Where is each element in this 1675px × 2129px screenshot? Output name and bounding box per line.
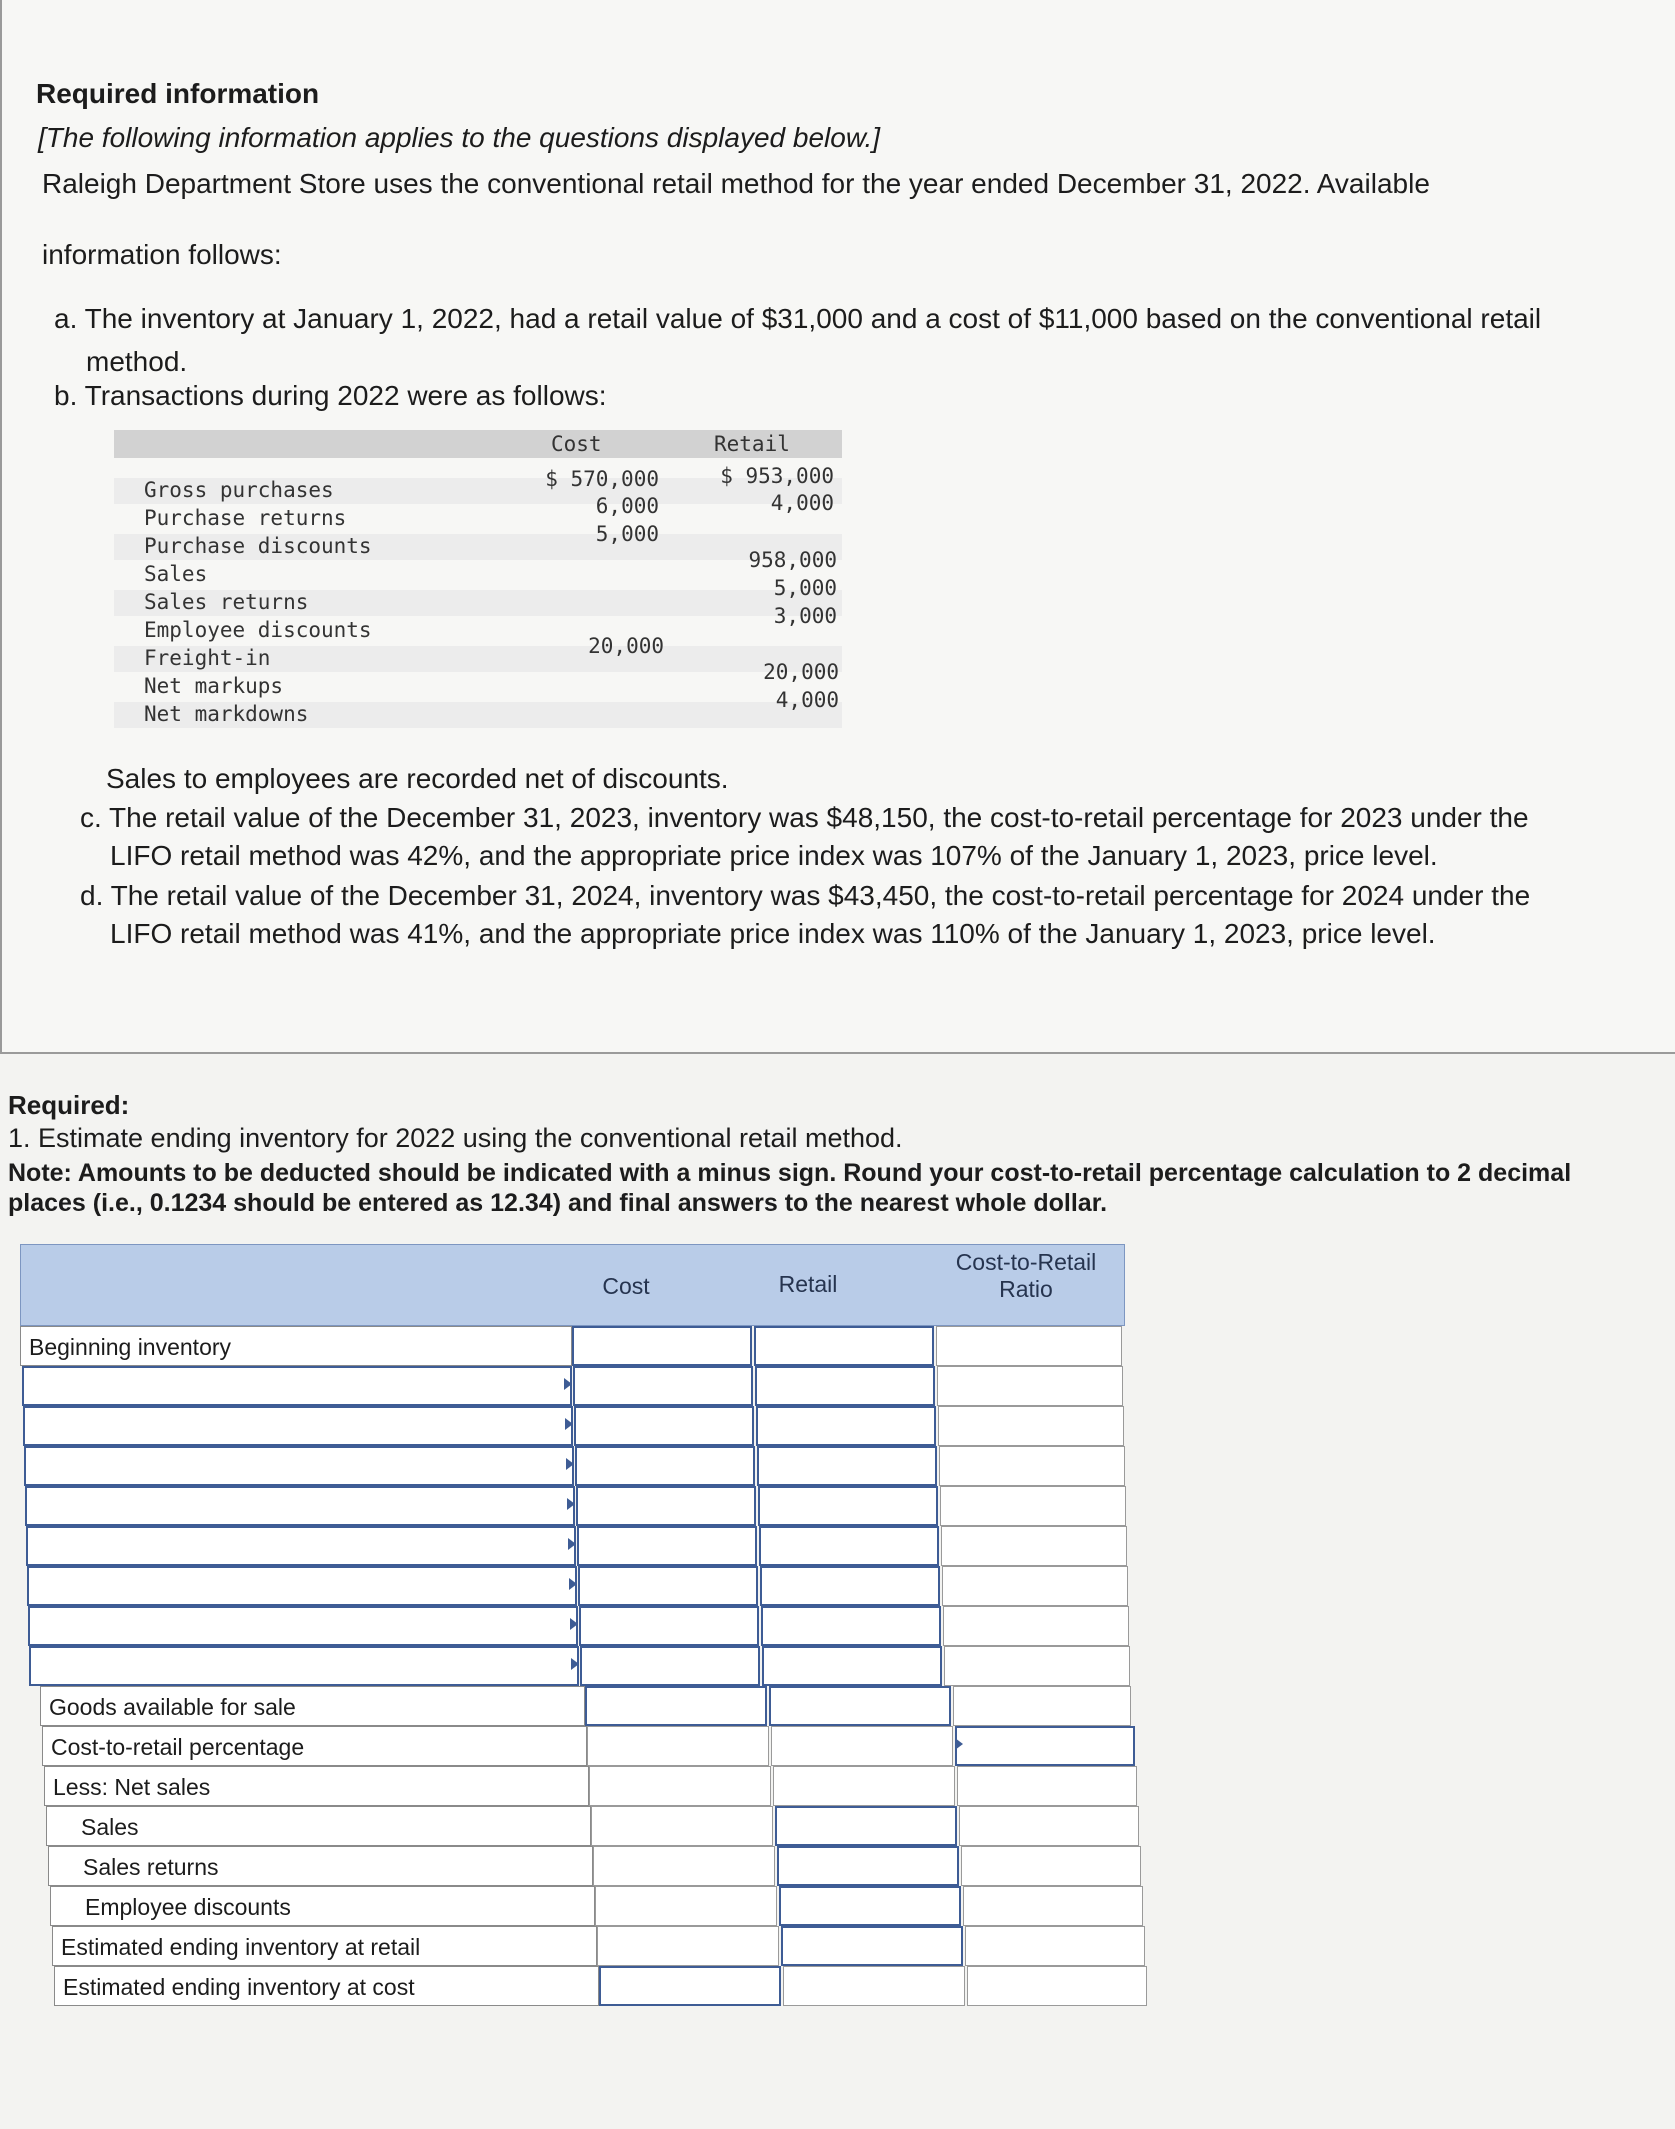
input-cost-1[interactable] (573, 1366, 753, 1406)
row-sales-returns (20, 1846, 1140, 1886)
item-c-line-2: LIFO retail method was 42%, and the appropriate price index was 107% of the January 1, 2023, price level. (110, 840, 1438, 871)
tx-retail-gross-purchases: $ 953,000 (720, 464, 834, 488)
ratio-cell (940, 1486, 1126, 1526)
tx-cost-purchase-discounts: 5,000 (595, 522, 659, 546)
label-beginning-inventory: Beginning inventory (20, 1326, 572, 1366)
row-sales (20, 1806, 1140, 1846)
input-cost-6[interactable] (578, 1566, 758, 1606)
row-dropdown-4 (20, 1486, 1140, 1526)
tx-retail-purchase-returns: 4,000 (770, 491, 834, 515)
ratio-cell (943, 1606, 1129, 1646)
select-account-8[interactable] (29, 1646, 579, 1686)
row-employee-discounts (20, 1886, 1140, 1926)
input-cost-5[interactable] (577, 1526, 757, 1566)
ratio-cell (937, 1366, 1123, 1406)
required-title: Required: (8, 1090, 130, 1120)
required-section (8, 1090, 1668, 1218)
ratio-cell (959, 1806, 1139, 1846)
grid-header (20, 1244, 1125, 1326)
tx-retail-net-markdowns: 4,000 (775, 688, 839, 712)
input-ending-cost[interactable] (599, 1966, 781, 2006)
employee-sales-note: Sales to employees are recorded net of discounts. (106, 763, 729, 794)
item-d-line-2: LIFO retail method was 41%, and the appropriate price index was 110% of the January 1, 2023, price level. (110, 918, 1436, 949)
input-retail-3[interactable] (757, 1446, 937, 1486)
input-goods-available-retail[interactable] (769, 1686, 951, 1726)
select-account-6[interactable] (27, 1566, 577, 1606)
label-ending-retail: Estimated ending inventory at retail (52, 1926, 597, 1966)
tx-cost-gross-purchases: $ 570,000 (545, 467, 659, 491)
tx-retail-employee-discounts: 3,000 (773, 604, 837, 628)
tx-label-net-markups: Net markups (144, 674, 284, 698)
input-retail-7[interactable] (761, 1606, 941, 1646)
information-panel (0, 0, 1675, 1054)
cost-cell (593, 1846, 775, 1886)
label-less-net-sales: Less: Net sales (44, 1766, 589, 1806)
cost-column-header: Cost (551, 432, 602, 456)
tx-retail-sales: 958,000 (748, 548, 837, 572)
input-retail-8[interactable] (762, 1646, 942, 1686)
intro-line-1: Raleigh Department Store uses the conventional retail method for the year ended December 31, 2022. Available (42, 168, 1430, 199)
input-retail-6[interactable] (760, 1566, 940, 1606)
input-retail-1[interactable] (755, 1366, 935, 1406)
tx-label-sales-returns: Sales returns (144, 590, 309, 614)
row-goods-available (20, 1686, 1140, 1726)
item-c-line-1: c. The retail value of the December 31, 2023, inventory was $48,150, the cost-to-retail percentage for 2023 under the (80, 802, 1529, 833)
tx-label-gross-purchases: Gross purchases (144, 478, 334, 502)
grid-col-retail: Retail (778, 1271, 838, 1297)
ratio-cell (938, 1406, 1124, 1446)
tx-label-purchase-returns: Purchase returns (144, 506, 347, 530)
label-goods-available: Goods available for sale (40, 1686, 585, 1726)
label-sales-returns: Sales returns (48, 1846, 593, 1886)
input-ending-retail[interactable] (781, 1926, 963, 1966)
tx-retail-sales-returns: 5,000 (773, 576, 837, 600)
ratio-cell (967, 1966, 1147, 2006)
input-sales-returns-retail[interactable] (777, 1846, 959, 1886)
retail-cell (771, 1726, 953, 1766)
input-cost-7[interactable] (579, 1606, 759, 1646)
row-dropdown-7 (20, 1606, 1140, 1646)
input-retail-2[interactable] (756, 1406, 936, 1446)
tx-label-sales: Sales (144, 562, 208, 586)
intro-note: [The following information applies to the questions displayed below.] (38, 122, 881, 153)
tx-retail-net-markups: 20,000 (763, 660, 839, 684)
label-employee-discounts: Employee discounts (50, 1886, 595, 1926)
ratio-cell (965, 1926, 1145, 1966)
ratio-cell (963, 1886, 1143, 1926)
input-cost-2[interactable] (574, 1406, 754, 1446)
grid-col-cost: Cost (602, 1273, 650, 1299)
input-retail-4[interactable] (758, 1486, 938, 1526)
select-account-2[interactable] (23, 1406, 573, 1446)
item-a-line-2: method. (86, 346, 188, 377)
intro-line-2: information follows: (42, 239, 282, 270)
tx-label-freight-in: Freight-in (144, 646, 271, 670)
row-dropdown-6 (20, 1566, 1140, 1606)
retail-cell (783, 1966, 965, 2006)
tx-label-purchase-discounts: Purchase discounts (144, 534, 372, 558)
input-cost-8[interactable] (580, 1646, 760, 1686)
select-account-4[interactable] (25, 1486, 575, 1526)
tx-cost-purchase-returns: 6,000 (595, 494, 659, 518)
ratio-cell (941, 1526, 1127, 1566)
row-dropdown-1 (20, 1366, 1140, 1406)
row-dropdown-8 (20, 1646, 1140, 1686)
input-retail-5[interactable] (759, 1526, 939, 1566)
tx-label-net-markdowns: Net markdowns (144, 702, 309, 726)
label-cost-to-retail-pct: Cost-to-retail percentage (42, 1726, 587, 1766)
ratio-cell (961, 1846, 1141, 1886)
label-sales: Sales (46, 1806, 591, 1846)
cost-cell (595, 1886, 777, 1926)
ratio-cell (942, 1566, 1128, 1606)
row-ending-cost (20, 1966, 1140, 2006)
cost-cell (587, 1726, 769, 1766)
row-cost-to-retail-pct (20, 1726, 1140, 1766)
retail-column-header: Retail (714, 432, 790, 456)
row-dropdown-2 (20, 1406, 1140, 1446)
input-goods-available-cost[interactable] (585, 1686, 767, 1726)
item-d-line-1: d. The retail value of the December 31, 2024, inventory was $43,450, the cost-to-retail percentage for 2024 under the (80, 880, 1531, 911)
ratio-cell (936, 1326, 1122, 1366)
input-employee-discounts-retail[interactable] (779, 1886, 961, 1926)
row-less-net-sales (20, 1766, 1140, 1806)
input-beginning-cost[interactable] (572, 1326, 752, 1366)
transactions-table (114, 430, 842, 730)
ratio-cell (939, 1446, 1125, 1486)
cost-cell (597, 1926, 779, 1966)
grid-col-ratio-line1: Cost-to-Retail (955, 1249, 1097, 1275)
select-account-7[interactable] (28, 1606, 578, 1646)
select-account-3[interactable] (24, 1446, 574, 1486)
label-ending-cost: Estimated ending inventory at cost (54, 1966, 599, 2006)
select-account-1[interactable] (22, 1366, 572, 1406)
ratio-cell (957, 1766, 1137, 1806)
grid-col-ratio-line2: Ratio (999, 1276, 1053, 1302)
row-beginning-inventory (20, 1326, 1140, 1366)
cost-cell (591, 1806, 773, 1846)
retail-cell (773, 1766, 955, 1806)
tx-label-employee-discounts: Employee discounts (144, 618, 372, 642)
grid-col-ratio (931, 1249, 1121, 1303)
tx-cost-freight-in: 20,000 (588, 634, 664, 658)
select-account-5[interactable] (26, 1526, 576, 1566)
item-a-line-1: a. The inventory at January 1, 2022, had a retail value of $31,000 and a cost of $11,000 based on the conventional retail (54, 303, 1542, 334)
ratio-cell (953, 1686, 1131, 1726)
row-dropdown-5 (20, 1526, 1140, 1566)
input-cost-to-retail-ratio[interactable] (955, 1726, 1135, 1766)
input-cost-3[interactable] (575, 1446, 755, 1486)
required-item-1: 1. Estimate ending inventory for 2022 using the conventional retail method. (8, 1123, 903, 1153)
required-note: Note: Amounts to be deducted should be indicated with a minus sign. Round your cost-to-retail percentage calculation to 2 decimal places (i.e., 0.1234 should be entered as 12.34) and final answers to the nearest whole dollar. (8, 1159, 1572, 1217)
cost-cell (589, 1766, 771, 1806)
row-dropdown-3 (20, 1446, 1140, 1486)
input-beginning-retail[interactable] (754, 1326, 934, 1366)
item-b: b. Transactions during 2022 were as follows: (54, 380, 607, 411)
required-information-title: Required information (36, 78, 320, 109)
ratio-cell (944, 1646, 1130, 1686)
input-sales-retail[interactable] (775, 1806, 957, 1846)
row-ending-retail (20, 1926, 1140, 1966)
input-cost-4[interactable] (576, 1486, 756, 1526)
